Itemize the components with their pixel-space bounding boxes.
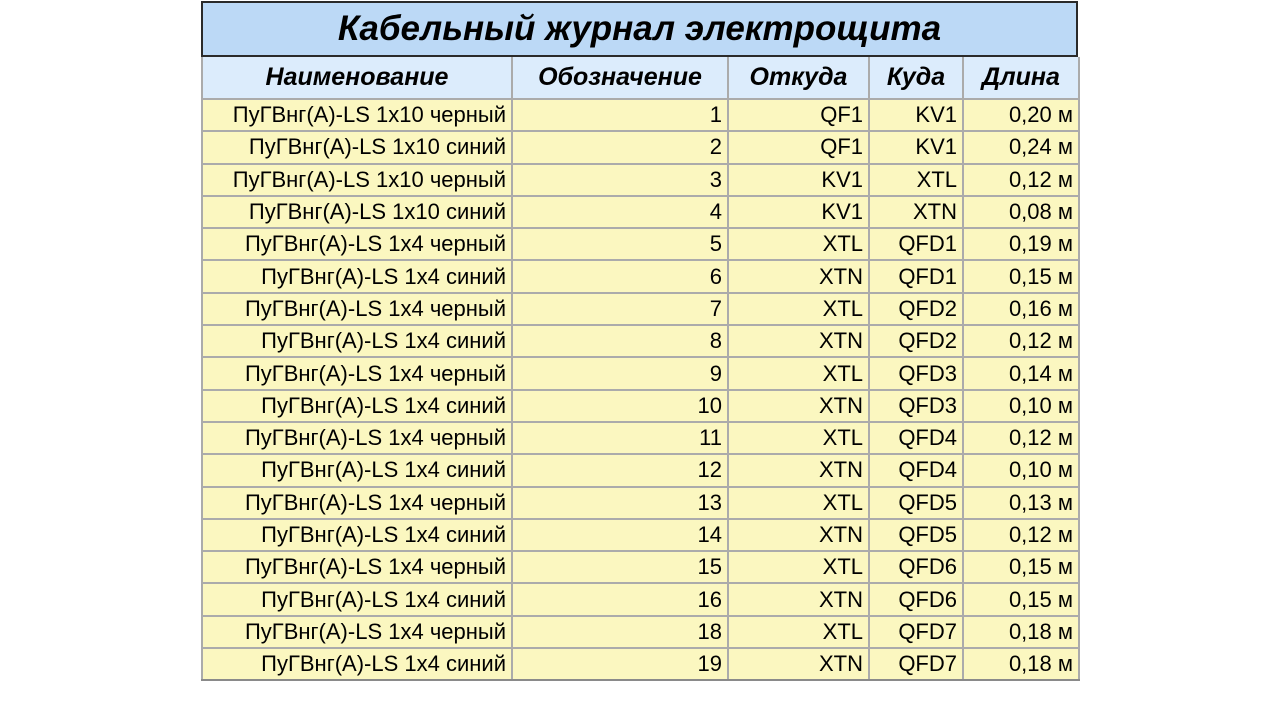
cell-from[interactable]: XTL [728, 487, 869, 519]
cell-from[interactable]: XTL [728, 551, 869, 583]
cell-length[interactable]: 0,12 м [963, 164, 1079, 196]
table-row [202, 196, 1079, 228]
cell-to[interactable]: QFD1 [869, 228, 963, 260]
cell-length[interactable]: 0,15 м [963, 551, 1079, 583]
table-row [202, 454, 1079, 486]
cell-designation[interactable]: 19 [512, 648, 728, 680]
cell-name[interactable]: ПуГВнг(А)-LS 1х4 синий [202, 325, 512, 357]
cell-name[interactable]: ПуГВнг(А)-LS 1х4 черный [202, 551, 512, 583]
table-row [202, 551, 1079, 583]
cell-name[interactable]: ПуГВнг(А)-LS 1х10 синий [202, 131, 512, 163]
column-header-designation: Обозначение [512, 57, 728, 99]
cell-length[interactable]: 0,10 м [963, 390, 1079, 422]
cell-name[interactable]: ПуГВнг(А)-LS 1х4 черный [202, 487, 512, 519]
cell-from[interactable]: XTN [728, 454, 869, 486]
column-header-to: Куда [869, 57, 963, 99]
cell-to[interactable]: QFD6 [869, 583, 963, 615]
page-title: Кабельный журнал электрощита [201, 1, 1078, 57]
table-row [202, 99, 1079, 131]
cell-name[interactable]: ПуГВнг(А)-LS 1х4 синий [202, 390, 512, 422]
cell-length[interactable]: 0,16 м [963, 293, 1079, 325]
column-header-length: Длина [963, 57, 1079, 99]
cell-length[interactable]: 0,15 м [963, 583, 1079, 615]
table-row [202, 131, 1079, 163]
cell-designation[interactable]: 7 [512, 293, 728, 325]
cell-designation[interactable]: 16 [512, 583, 728, 615]
table-row [202, 293, 1079, 325]
cell-to[interactable]: QFD7 [869, 616, 963, 648]
cell-length[interactable]: 0,08 м [963, 196, 1079, 228]
cell-designation[interactable]: 11 [512, 422, 728, 454]
table-row [202, 390, 1079, 422]
cell-to[interactable]: XTL [869, 164, 963, 196]
table-header-row [202, 57, 1079, 99]
cell-designation[interactable]: 15 [512, 551, 728, 583]
cell-to[interactable]: QFD2 [869, 293, 963, 325]
cell-length[interactable]: 0,14 м [963, 357, 1079, 389]
cell-designation[interactable]: 18 [512, 616, 728, 648]
cell-from[interactable]: XTN [728, 390, 869, 422]
cell-length[interactable]: 0,18 м [963, 616, 1079, 648]
cell-name[interactable]: ПуГВнг(А)-LS 1х4 синий [202, 583, 512, 615]
cell-designation[interactable]: 6 [512, 260, 728, 292]
table-row [202, 487, 1079, 519]
cell-to[interactable]: XTN [869, 196, 963, 228]
cell-designation[interactable]: 12 [512, 454, 728, 486]
cell-length[interactable]: 0,20 м [963, 99, 1079, 131]
cell-length[interactable]: 0,24 м [963, 131, 1079, 163]
table-row [202, 616, 1079, 648]
cell-name[interactable]: ПуГВнг(А)-LS 1х10 черный [202, 99, 512, 131]
cell-name[interactable]: ПуГВнг(А)-LS 1х4 синий [202, 454, 512, 486]
table-row [202, 583, 1079, 615]
cell-length[interactable]: 0,15 м [963, 260, 1079, 292]
cell-name[interactable]: ПуГВнг(А)-LS 1х4 синий [202, 260, 512, 292]
cell-designation[interactable]: 14 [512, 519, 728, 551]
cell-length[interactable]: 0,12 м [963, 325, 1079, 357]
cell-designation[interactable]: 2 [512, 131, 728, 163]
cell-length[interactable]: 0,13 м [963, 487, 1079, 519]
cell-from[interactable]: KV1 [728, 196, 869, 228]
cell-to[interactable]: QFD3 [869, 357, 963, 389]
cell-from[interactable]: XTL [728, 357, 869, 389]
cell-from[interactable]: QF1 [728, 99, 869, 131]
table-row [202, 357, 1079, 389]
column-header-from: Откуда [728, 57, 869, 99]
table-row [202, 325, 1079, 357]
cell-to[interactable]: QFD5 [869, 487, 963, 519]
cell-from[interactable]: XTN [728, 260, 869, 292]
cell-to[interactable]: QFD7 [869, 648, 963, 680]
cell-to[interactable]: QFD1 [869, 260, 963, 292]
table-row [202, 422, 1079, 454]
table-row [202, 260, 1079, 292]
cell-designation[interactable]: 10 [512, 390, 728, 422]
cell-from[interactable]: XTN [728, 583, 869, 615]
cell-from[interactable]: XTN [728, 519, 869, 551]
table-row [202, 648, 1079, 680]
cell-length[interactable]: 0,18 м [963, 648, 1079, 680]
cell-to[interactable]: QFD6 [869, 551, 963, 583]
cell-designation[interactable]: 5 [512, 228, 728, 260]
cell-name[interactable]: ПуГВнг(А)-LS 1х4 черный [202, 422, 512, 454]
cell-to[interactable]: QFD4 [869, 454, 963, 486]
cell-designation[interactable]: 9 [512, 357, 728, 389]
cell-name[interactable]: ПуГВнг(А)-LS 1х4 черный [202, 616, 512, 648]
cell-name[interactable]: ПуГВнг(А)-LS 1х10 черный [202, 164, 512, 196]
table-body [202, 99, 1079, 680]
cell-length[interactable]: 0,10 м [963, 454, 1079, 486]
table-row [202, 228, 1079, 260]
cell-designation[interactable]: 3 [512, 164, 728, 196]
cable-journal-sheet [201, 1, 1078, 681]
cell-to[interactable]: QFD4 [869, 422, 963, 454]
cell-name[interactable]: ПуГВнг(А)-LS 1х10 синий [202, 196, 512, 228]
cell-designation[interactable]: 1 [512, 99, 728, 131]
cell-to[interactable]: KV1 [869, 131, 963, 163]
cable-table [201, 57, 1080, 681]
cell-name[interactable]: ПуГВнг(А)-LS 1х4 черный [202, 228, 512, 260]
cell-name[interactable]: ПуГВнг(А)-LS 1х4 синий [202, 519, 512, 551]
cell-from[interactable]: XTL [728, 422, 869, 454]
cell-length[interactable]: 0,12 м [963, 519, 1079, 551]
cell-name[interactable]: ПуГВнг(А)-LS 1х4 черный [202, 357, 512, 389]
column-header-name: Наименование [202, 57, 512, 99]
cell-to[interactable]: QFD3 [869, 390, 963, 422]
cell-designation[interactable]: 13 [512, 487, 728, 519]
cell-from[interactable]: XTL [728, 228, 869, 260]
cell-designation[interactable]: 4 [512, 196, 728, 228]
cell-to[interactable]: QFD5 [869, 519, 963, 551]
cell-name[interactable]: ПуГВнг(А)-LS 1х4 синий [202, 648, 512, 680]
table-row [202, 519, 1079, 551]
cell-from[interactable]: XTN [728, 325, 869, 357]
cell-designation[interactable]: 8 [512, 325, 728, 357]
cell-from[interactable]: XTL [728, 293, 869, 325]
table-row [202, 164, 1079, 196]
cell-to[interactable]: QFD2 [869, 325, 963, 357]
cell-length[interactable]: 0,19 м [963, 228, 1079, 260]
cell-from[interactable]: KV1 [728, 164, 869, 196]
cell-from[interactable]: XTL [728, 616, 869, 648]
cell-from[interactable]: XTN [728, 648, 869, 680]
cell-name[interactable]: ПуГВнг(А)-LS 1х4 черный [202, 293, 512, 325]
cell-from[interactable]: QF1 [728, 131, 869, 163]
cell-to[interactable]: KV1 [869, 99, 963, 131]
cell-length[interactable]: 0,12 м [963, 422, 1079, 454]
